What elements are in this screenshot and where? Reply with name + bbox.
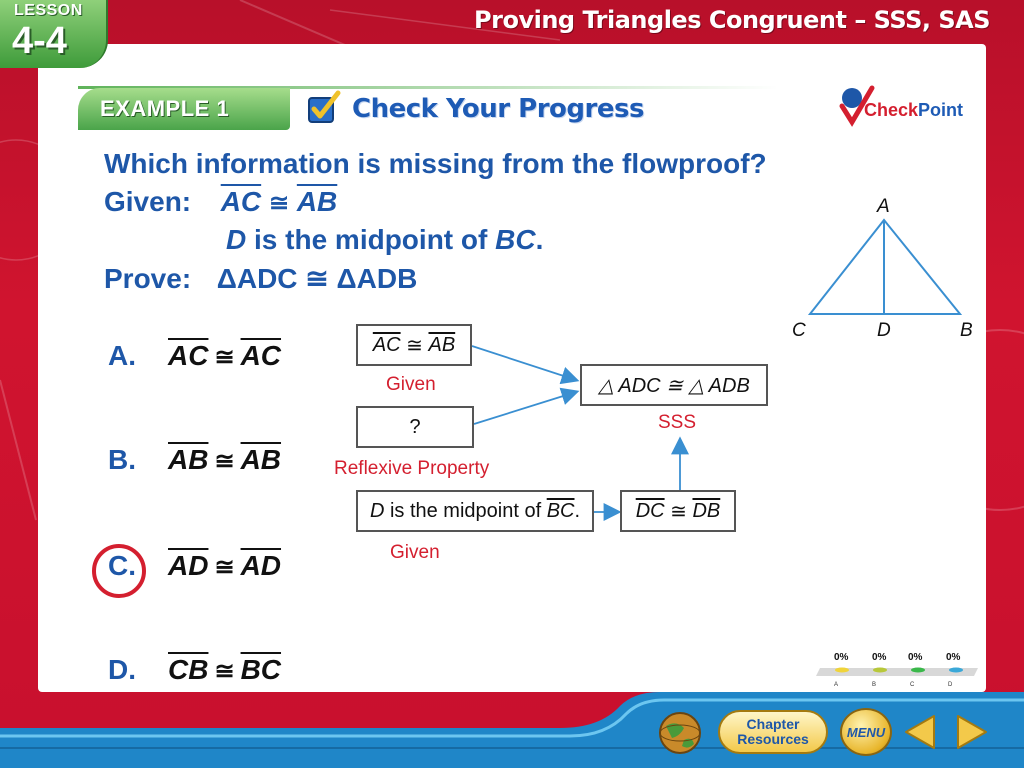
previous-arrow-icon[interactable]	[900, 712, 940, 752]
box3-reason: Given	[390, 542, 440, 563]
next-arrow-icon[interactable]	[952, 712, 992, 752]
checkpoint-wordmark	[864, 100, 963, 121]
option-c-letter[interactable]: C.	[108, 550, 136, 581]
globe-icon[interactable]	[656, 710, 704, 756]
flowproof-box-midpoint	[356, 490, 594, 532]
option-a-letter[interactable]: A.	[108, 340, 136, 371]
prove-label: Prove:	[104, 263, 192, 294]
congruent-symbol: ≅	[268, 190, 290, 217]
flowproof-box-missing: ?	[356, 406, 474, 448]
given-line-2	[226, 224, 543, 256]
check-progress-label: Check Your Progress	[352, 94, 644, 124]
response-percent-d: 0%	[946, 652, 961, 663]
box1-left-segment: $\overline{AC}$	[372, 333, 401, 356]
congruent-symbol: ≅	[214, 554, 235, 581]
box1-reason: Given	[386, 374, 436, 395]
option-d-letter[interactable]: D.	[108, 654, 136, 685]
box3-segment: $\overline{BC}$	[546, 499, 575, 522]
option-a-right: $\overline{AC}$	[240, 340, 282, 371]
response-choice-a: A	[834, 682, 839, 688]
response-choice-c: C	[910, 682, 915, 688]
lesson-word: LESSON	[14, 2, 83, 19]
menu-button[interactable]: MENU	[840, 708, 892, 756]
option-b-expression[interactable]	[168, 444, 281, 476]
flowproof-box-segments	[620, 490, 736, 532]
option-d-expression[interactable]	[168, 654, 281, 686]
response-marker-c	[911, 668, 925, 673]
response-marker-a	[835, 668, 849, 673]
option-c-left: $\overline{AD}$	[168, 550, 209, 581]
option-b-right: $\overline{AB}$	[240, 444, 282, 475]
conclusion-reason: SSS	[658, 412, 697, 433]
given-segment-2: $\overline{AB}$	[296, 186, 338, 217]
chapter-resources-button[interactable]	[718, 710, 828, 754]
question-text: Which information is missing from the flowproof?	[104, 148, 767, 179]
given-line	[104, 186, 337, 218]
box4-right-segment: $\overline{DB}$	[692, 499, 721, 522]
response-marker-d	[949, 668, 963, 673]
response-percent-a: 0%	[834, 652, 849, 663]
checkpoint-check-text: Check	[864, 100, 919, 120]
box3-mid: is the midpoint of	[384, 499, 547, 522]
vertex-a-label: A	[877, 196, 890, 217]
option-b-letter[interactable]: B.	[108, 444, 136, 475]
box2-reason: Reflexive Property	[334, 458, 490, 479]
prove-line	[104, 262, 417, 295]
response-choice-b: B	[872, 682, 877, 688]
prove-statement: ΔADC ≅ ΔADB	[216, 263, 418, 294]
response-percent-c: 0%	[908, 652, 923, 663]
given-label: Given:	[104, 186, 192, 217]
response-choice-d: D	[948, 682, 953, 688]
page-title: Proving Triangles Congruent – SSS, SAS	[474, 6, 990, 34]
response-marker-b	[873, 668, 887, 673]
option-a-left: $\overline{AC}$	[168, 340, 209, 371]
box3-var: D	[369, 499, 385, 522]
congruent-symbol: ≅	[214, 448, 235, 475]
response-percent-b: 0%	[872, 652, 887, 663]
checkpoint-point-text: Point	[918, 100, 964, 120]
option-b-left: $\overline{AB}$	[168, 444, 209, 475]
box1-right-segment: $\overline{AB}$	[428, 333, 456, 356]
given2-end: .	[535, 224, 544, 255]
congruent-symbol: ≅	[214, 658, 235, 685]
vertex-c-label: C	[792, 320, 806, 341]
chapter-resources-line1: Chapter	[746, 716, 800, 732]
vertex-d-label: D	[877, 320, 891, 341]
box4-left-segment: $\overline{DC}$	[635, 499, 665, 522]
box3-end: .	[574, 499, 581, 522]
option-a-expression[interactable]	[168, 340, 281, 372]
congruent-symbol: ≅	[670, 500, 687, 523]
given2-segment: BC	[495, 224, 536, 255]
given2-mid: is the midpoint of	[246, 224, 496, 255]
triangle-diagram	[786, 190, 986, 350]
option-d-right: $\overline{BC}$	[240, 654, 282, 685]
lesson-number: 4-4	[12, 20, 67, 62]
flowproof-box-given-1	[356, 324, 472, 366]
option-d-left: $\overline{CB}$	[168, 654, 209, 685]
given-segment-1: $\overline{AC}$	[220, 186, 262, 217]
given2-var: D	[226, 224, 247, 255]
option-c-right: $\overline{AD}$	[240, 550, 282, 581]
vertex-b-label: B	[960, 320, 973, 341]
example-label: EXAMPLE 1	[100, 96, 230, 121]
congruent-symbol: ≅	[406, 334, 423, 357]
checkbox-icon	[306, 90, 342, 126]
lesson-tab	[0, 0, 108, 68]
option-c-expression[interactable]	[168, 550, 281, 582]
flowproof-box-conclusion: △ ADC ≅ △ ADB	[580, 364, 768, 406]
chapter-resources-line2: Resources	[737, 731, 809, 747]
congruent-symbol: ≅	[214, 344, 235, 371]
